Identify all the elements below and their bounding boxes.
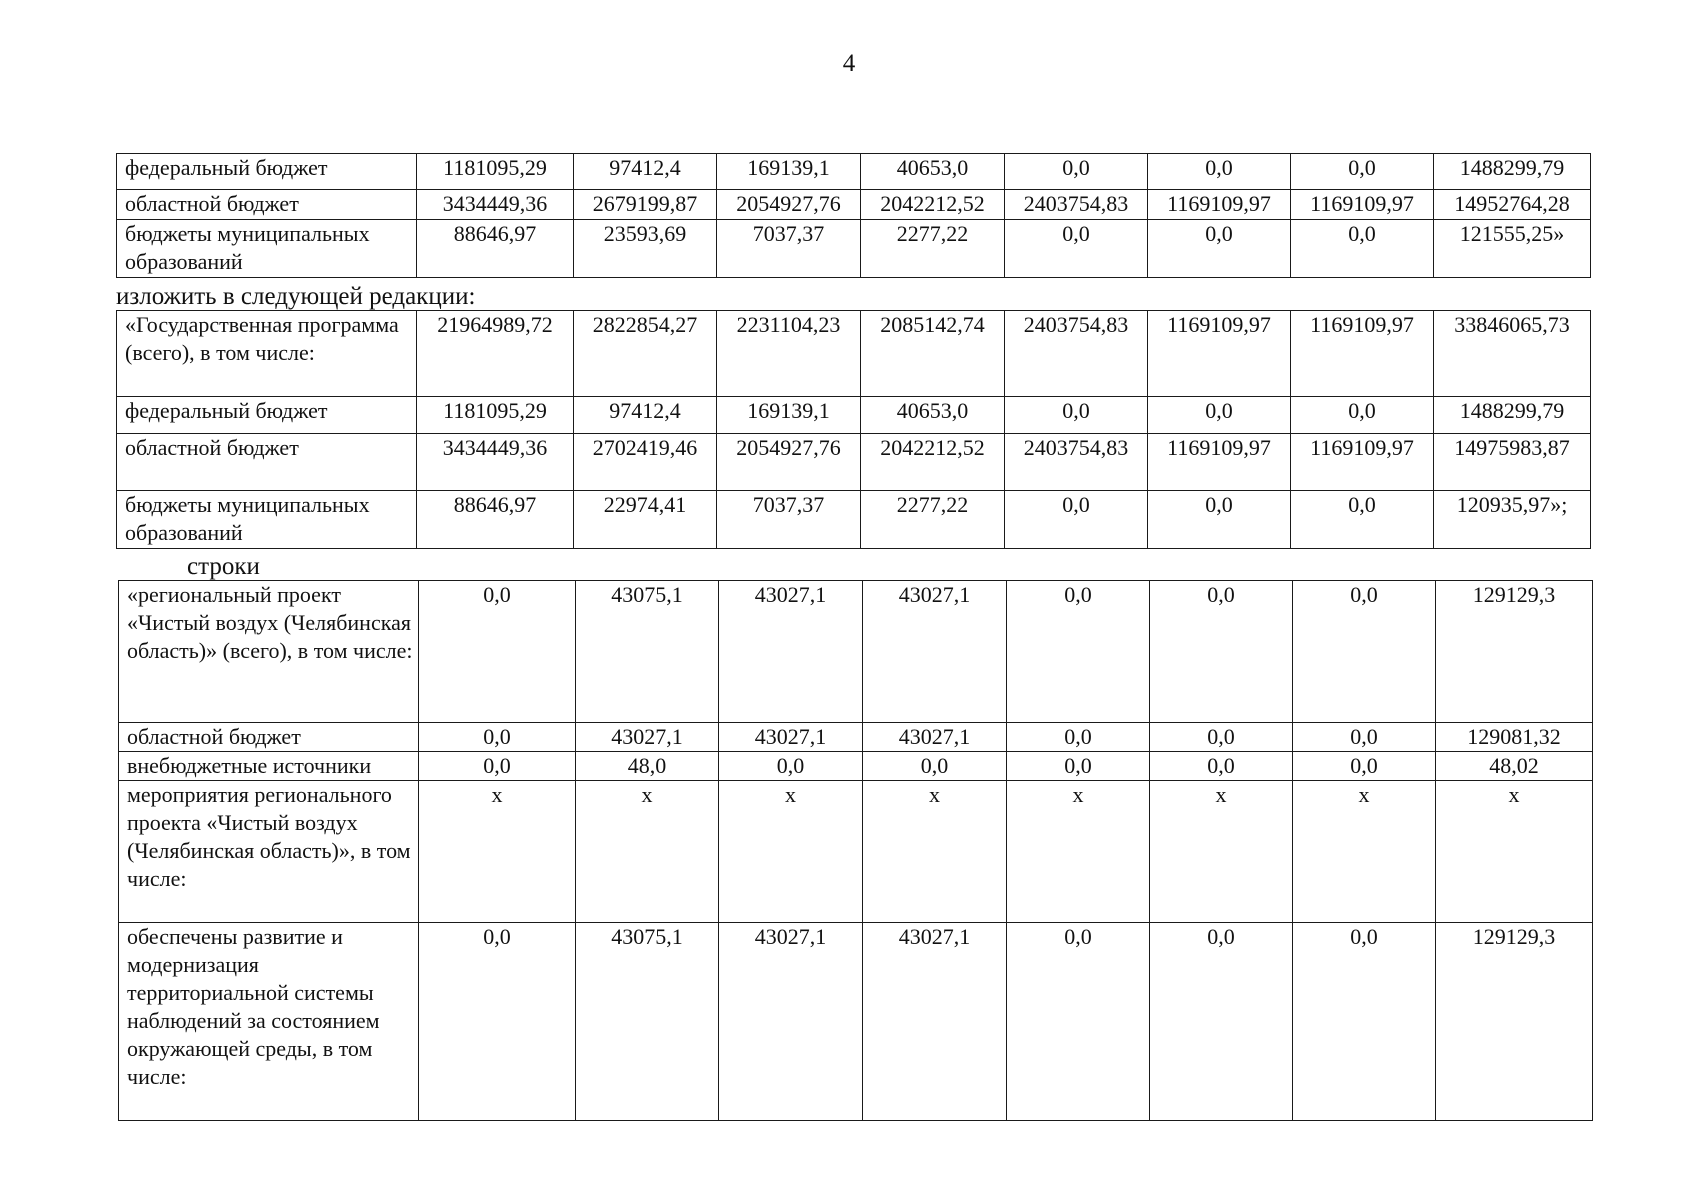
cell-value: 0,0 [1150, 752, 1293, 781]
row-label: бюджеты муниципальных образований [117, 491, 417, 549]
cell-value: 1169109,97 [1148, 311, 1291, 397]
table-row [119, 581, 1593, 723]
cell-value: 1488299,79 [1434, 397, 1591, 434]
cell-value: 0,0 [1291, 154, 1434, 190]
table-row [117, 311, 1591, 397]
cell-value: 43027,1 [863, 923, 1007, 1121]
cell-value: 0,0 [1007, 923, 1150, 1121]
cell-value: 2822854,27 [574, 311, 717, 397]
cell-value: x [719, 781, 863, 923]
cell-value: x [1436, 781, 1593, 923]
row-label: областной бюджет [117, 190, 417, 220]
cell-value: 43027,1 [719, 923, 863, 1121]
cell-value: 0,0 [1150, 723, 1293, 752]
row-label: областной бюджет [119, 723, 419, 752]
cell-value: 129081,32 [1436, 723, 1593, 752]
table-row [117, 220, 1591, 278]
cell-value: 0,0 [419, 752, 576, 781]
row-label: мероприятия регионального проекта «Чистый воздух (Челябинская область)», в том числе: [119, 781, 419, 923]
cell-value: 0,0 [1005, 154, 1148, 190]
cell-value: x [419, 781, 576, 923]
cell-value: 0,0 [863, 752, 1007, 781]
caption-restate: изложить в следующей редакции: [116, 283, 476, 310]
cell-value: 0,0 [1293, 752, 1436, 781]
table-row [119, 752, 1593, 781]
row-label: федеральный бюджет [117, 154, 417, 190]
cell-value: 0,0 [1291, 397, 1434, 434]
cell-value: 0,0 [419, 923, 576, 1121]
cell-value: 43027,1 [719, 723, 863, 752]
cell-value: 43075,1 [576, 581, 719, 723]
row-label: «Государственная программа (всего), в том числе: [117, 311, 417, 397]
regional-project-table [118, 580, 1593, 1121]
cell-value: 0,0 [1293, 923, 1436, 1121]
cell-value: 2054927,76 [717, 190, 861, 220]
table-row [117, 190, 1591, 220]
cell-value: x [863, 781, 1007, 923]
cell-value: 1181095,29 [417, 154, 574, 190]
table-row [117, 434, 1591, 491]
cell-value: 7037,37 [717, 491, 861, 549]
cell-value: 2403754,83 [1005, 190, 1148, 220]
cell-value: 0,0 [1007, 752, 1150, 781]
cell-value: 0,0 [1293, 723, 1436, 752]
row-label: обеспечены развитие и модернизация территориальной системы наблюдений за состоянием окружающей среды, в том числе: [119, 923, 419, 1121]
cell-value: 120935,97»; [1434, 491, 1591, 549]
cell-value: 129129,3 [1436, 923, 1593, 1121]
cell-value: 40653,0 [861, 154, 1005, 190]
cell-value: 2403754,83 [1005, 434, 1148, 491]
cell-value: 1169109,97 [1148, 190, 1291, 220]
cell-value: 22974,41 [574, 491, 717, 549]
cell-value: 7037,37 [717, 220, 861, 278]
cell-value: 2054927,76 [717, 434, 861, 491]
table-row [117, 397, 1591, 434]
cell-value: 0,0 [1150, 923, 1293, 1121]
cell-value: 43027,1 [863, 581, 1007, 723]
cell-value: 0,0 [1150, 581, 1293, 723]
cell-value: 2702419,46 [574, 434, 717, 491]
budget-table-old [116, 153, 1591, 278]
cell-value: 3434449,36 [417, 190, 574, 220]
row-label: федеральный бюджет [117, 397, 417, 434]
cell-value: 97412,4 [574, 154, 717, 190]
cell-value: 1169109,97 [1148, 434, 1291, 491]
budget-table-new [116, 310, 1591, 549]
cell-value: 43075,1 [576, 923, 719, 1121]
cell-value: 0,0 [419, 581, 576, 723]
cell-value: 0,0 [1007, 581, 1150, 723]
cell-value: 121555,25» [1434, 220, 1591, 278]
table-row [117, 154, 1591, 190]
cell-value: 0,0 [1005, 220, 1148, 278]
cell-value: 0,0 [719, 752, 863, 781]
cell-value: 2042212,52 [861, 190, 1005, 220]
cell-value: 48,02 [1436, 752, 1593, 781]
cell-value: 23593,69 [574, 220, 717, 278]
cell-value: 33846065,73 [1434, 311, 1591, 397]
cell-value: 1488299,79 [1434, 154, 1591, 190]
cell-value: 2085142,74 [861, 311, 1005, 397]
row-label: внебюджетные источники [119, 752, 419, 781]
cell-value: 0,0 [1005, 397, 1148, 434]
caption-rows: строки [187, 553, 260, 580]
cell-value: 0,0 [1293, 581, 1436, 723]
cell-value: 2231104,23 [717, 311, 861, 397]
cell-value: 1169109,97 [1291, 311, 1434, 397]
cell-value: 1169109,97 [1291, 434, 1434, 491]
cell-value: 43027,1 [863, 723, 1007, 752]
cell-value: 1181095,29 [417, 397, 574, 434]
cell-value: 21964989,72 [417, 311, 574, 397]
cell-value: 0,0 [1291, 220, 1434, 278]
cell-value: 3434449,36 [417, 434, 574, 491]
cell-value: 43027,1 [719, 581, 863, 723]
table-row [117, 491, 1591, 549]
table-row [119, 781, 1593, 923]
cell-value: x [576, 781, 719, 923]
cell-value: x [1293, 781, 1436, 923]
cell-value: 88646,97 [417, 491, 574, 549]
cell-value: 129129,3 [1436, 581, 1593, 723]
cell-value: 14975983,87 [1434, 434, 1591, 491]
cell-value: 14952764,28 [1434, 190, 1591, 220]
cell-value: 43027,1 [576, 723, 719, 752]
cell-value: 2679199,87 [574, 190, 717, 220]
cell-value: 97412,4 [574, 397, 717, 434]
cell-value: 0,0 [1148, 220, 1291, 278]
cell-value: 0,0 [1005, 491, 1148, 549]
cell-value: 40653,0 [861, 397, 1005, 434]
row-label: бюджеты муниципальных образований [117, 220, 417, 278]
cell-value: 0,0 [1007, 723, 1150, 752]
cell-value: 2277,22 [861, 220, 1005, 278]
cell-value: 0,0 [1291, 491, 1434, 549]
cell-value: 169139,1 [717, 154, 861, 190]
row-label: областной бюджет [117, 434, 417, 491]
cell-value: 0,0 [1148, 154, 1291, 190]
cell-value: 0,0 [1148, 397, 1291, 434]
table-row [119, 923, 1593, 1121]
cell-value: 0,0 [419, 723, 576, 752]
cell-value: 88646,97 [417, 220, 574, 278]
cell-value: 2277,22 [861, 491, 1005, 549]
cell-value: 2042212,52 [861, 434, 1005, 491]
cell-value: 2403754,83 [1005, 311, 1148, 397]
cell-value: 169139,1 [717, 397, 861, 434]
page-number: 4 [842, 50, 856, 77]
row-label: «региональный проект «Чистый воздух (Челябинская область)» (всего), в том числе: [119, 581, 419, 723]
cell-value: 48,0 [576, 752, 719, 781]
cell-value: x [1150, 781, 1293, 923]
table-row [119, 723, 1593, 752]
cell-value: 0,0 [1148, 491, 1291, 549]
cell-value: x [1007, 781, 1150, 923]
cell-value: 1169109,97 [1291, 190, 1434, 220]
